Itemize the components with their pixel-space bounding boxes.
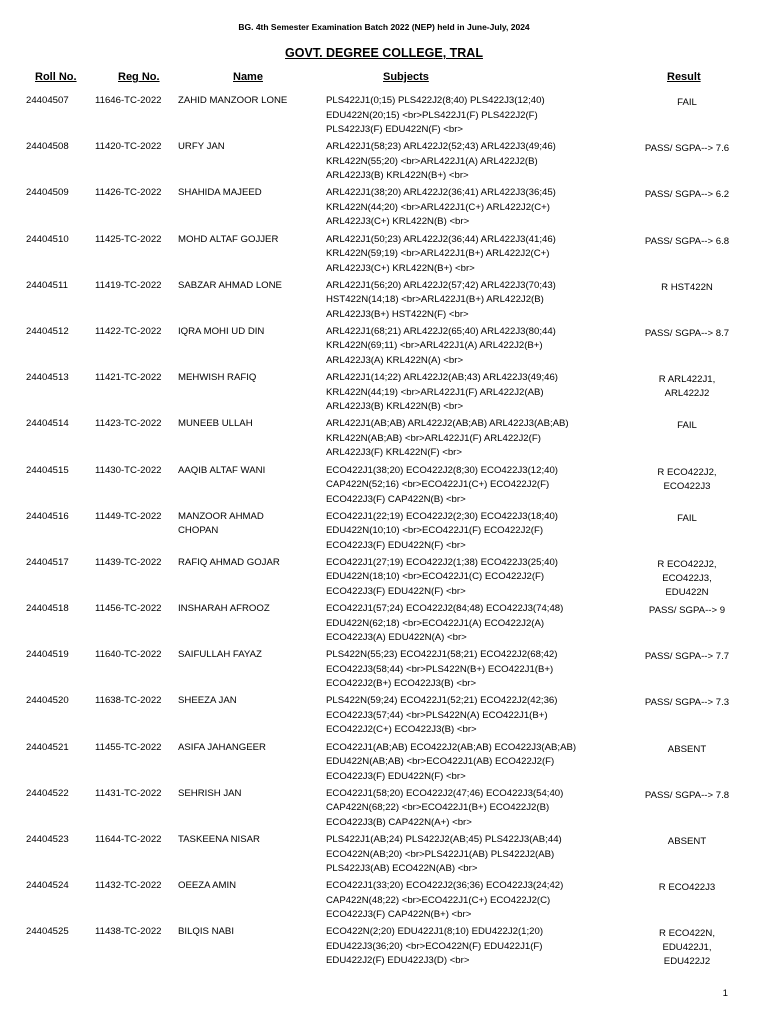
subjects-cell: ECO422J1(33;20) ECO422J2(36;36) ECO422J3(24;42) CAP422N(48;22) <br>ECO422J1(C+) ECO422J2(C) ECO422J3(F) CAP422N(B+) <br> [326, 880, 564, 921]
reg-no-cell: 11425-TC-2022 [95, 233, 162, 245]
name-cell: IQRA MOHI UD DIN [178, 325, 265, 337]
name-cell: URFY JAN [178, 141, 225, 153]
table-row [0, 371, 768, 417]
result-cell: R ECO422N, EDU422J1, EDU422J2 [659, 928, 715, 968]
name-cell: BILQIS NABI [178, 926, 234, 938]
table-row [0, 556, 768, 602]
result-cell: FAIL [677, 420, 697, 432]
subjects-cell: ARL422J1(58;23) ARL422J2(52;43) ARL422J3(49;46) KRL422N(55;20) <br>ARL422J1(A) ARL422J2(B) ARL422J3(B) KRL422N(B+) <br> [326, 141, 556, 182]
header-result: Result [667, 71, 701, 83]
name-cell: MANZOOR AHMAD CHOPAN [178, 510, 264, 536]
roll-no-cell: 24404513 [26, 372, 69, 384]
table-row [0, 510, 768, 556]
roll-no-cell: 24404524 [26, 880, 69, 892]
reg-no-cell: 11426-TC-2022 [95, 187, 162, 199]
table-row [0, 879, 768, 925]
table-row [0, 417, 768, 463]
reg-no-cell: 11420-TC-2022 [95, 141, 162, 153]
reg-no-cell: 11449-TC-2022 [95, 510, 162, 522]
table-row [0, 925, 768, 971]
roll-no-cell: 24404515 [26, 464, 69, 476]
roll-no-cell: 24404511 [26, 279, 68, 291]
table-row [0, 694, 768, 740]
name-cell: AAQIB ALTAF WANI [178, 464, 266, 476]
reg-no-cell: 11646-TC-2022 [95, 95, 162, 106]
name-cell: MUNEEB ULLAH [178, 418, 253, 430]
table-row [0, 94, 768, 140]
subjects-cell: ECO422N(2;20) EDU422J1(8;10) EDU422J2(1;20) EDU422J3(36;20) <br>ECO422N(F) EDU422J1(F) EDU422J2(F) EDU422J3(D) <br> [326, 926, 544, 967]
roll-no-cell: 24404508 [26, 141, 69, 153]
header-subjects: Subjects [383, 71, 429, 83]
subjects-cell: ARL422J1(38;20) ARL422J2(36;41) ARL422J3(36;45) KRL422N(44;20) <br>ARL422J1(C+) ARL422J2(C+) ARL422J3(C+) KRL422N(B) <br> [326, 187, 556, 228]
roll-no-cell: 24404514 [26, 418, 69, 430]
header-roll-no: Roll No. [35, 71, 77, 83]
results-table [0, 94, 768, 972]
table-row [0, 140, 768, 186]
table-row [0, 833, 768, 879]
name-cell: SEHRISH JAN [178, 787, 242, 799]
roll-no-cell: 24404516 [26, 510, 69, 522]
header-reg-no: Reg No. [118, 71, 160, 83]
name-cell: RAFIQ AHMAD GOJAR [178, 556, 280, 568]
reg-no-cell: 11439-TC-2022 [95, 556, 162, 568]
subjects-cell: ARL422J1(14;22) ARL422J2(AB;43) ARL422J3(49;46) KRL422N(44;19) <br>ARL422J1(F) ARL422J2(AB) ARL422J3(B) KRL422N(B) <br> [326, 372, 558, 413]
subjects-cell: PLS422N(59;24) ECO422J1(52;21) ECO422J2(42;36) ECO422J3(57;44) <br>PLS422N(A) ECO422J1(B+) ECO422J2(C+) ECO422J3(B) <br> [326, 695, 558, 736]
name-cell: INSHARAH AFROOZ [178, 603, 270, 615]
name-cell: SABZAR AHMAD LONE [178, 279, 282, 291]
result-cell: R ECO422J2, ECO422J3, EDU422N [657, 558, 717, 598]
name-cell: MOHD ALTAF GOJJER [178, 233, 279, 245]
table-row [0, 325, 768, 371]
subjects-cell: ARL422J1(AB;AB) ARL422J2(AB;AB) ARL422J3(AB;AB) KRL422N(AB;AB) <br>ARL422J1(F) ARL422J2(F) ARL422J3(F) KRL422N(F) <br> [326, 418, 569, 459]
reg-no-cell: 11422-TC-2022 [95, 325, 162, 337]
subjects-cell: PLS422N(55;23) ECO422J1(58;21) ECO422J2(68;42) ECO422J3(58;44) <br>PLS422N(B+) ECO422J1(B+) ECO422J2(B+) ECO422J3(B) <br> [326, 649, 558, 690]
name-cell: TASKEENA NISAR [178, 834, 260, 845]
reg-no-cell: 11432-TC-2022 [95, 880, 162, 892]
result-cell: PASS/ SGPA--> 6.2 [644, 189, 730, 201]
name-cell: SHAHIDA MAJEED [178, 187, 262, 199]
subjects-cell: ARL422J1(68;21) ARL422J2(65;40) ARL422J3(80;44) KRL422N(69;11) <br>ARL422J1(A) ARL422J2(B+) ARL422J3(A) KRL422N(A) <br> [326, 325, 556, 366]
result-cell: PASS/ SGPA--> 8.7 [644, 327, 730, 339]
name-cell: SAIFULLAH FAYAZ [178, 649, 262, 661]
roll-no-cell: 24404509 [26, 187, 69, 199]
result-cell: PASS/ SGPA--> 7.8 [644, 789, 730, 801]
result-cell: FAIL [677, 97, 697, 108]
roll-no-cell: 24404521 [26, 741, 69, 753]
table-row [0, 464, 768, 510]
result-cell: PASS/ SGPA--> 7.6 [644, 143, 730, 155]
subjects-cell: ECO422J1(38;20) ECO422J2(8;30) ECO422J3(12;40) CAP422N(52;16) <br>ECO422J1(C+) ECO422J2(F) ECO422J3(F) CAP422N(B) <br> [326, 464, 558, 505]
name-cell: SHEEZA JAN [178, 695, 237, 707]
college-name: GOVT. DEGREE COLLEGE, TRAL [285, 46, 483, 60]
table-row [0, 602, 768, 648]
result-cell: ABSENT [667, 836, 707, 847]
name-cell: MEHWISH RAFIQ [178, 372, 257, 384]
result-cell: R HST422N [661, 281, 713, 293]
name-cell: ZAHID MANZOOR LONE [178, 95, 288, 106]
roll-no-cell: 24404525 [26, 926, 69, 938]
reg-no-cell: 11638-TC-2022 [95, 695, 162, 707]
subjects-cell: ARL422J1(50;23) ARL422J2(36;44) ARL422J3(41;46) KRL422N(59;19) <br>ARL422J1(B+) ARL422J2(C+) ARL422J3(C+) KRL422N(B+) <br> [326, 233, 556, 274]
roll-no-cell: 24404522 [26, 787, 69, 799]
subjects-cell: PLS422J1(AB;24) PLS422J2(AB;45) PLS422J3(AB;44) ECO422N(AB;20) <br>PLS422J1(AB) PLS422J2(AB) PLS422J3(AB) ECO422N(AB) <br> [326, 834, 562, 874]
subjects-cell: ARL422J1(56;20) ARL422J2(57;42) ARL422J3(70;43) HST422N(14;18) <br>ARL422J1(B+) ARL422J2(B) ARL422J3(B+) HST422N(F) <br> [326, 279, 556, 320]
result-cell: ABSENT [667, 743, 707, 755]
reg-no-cell: 11431-TC-2022 [95, 787, 162, 799]
table-row [0, 186, 768, 232]
reg-no-cell: 11421-TC-2022 [95, 372, 162, 384]
subjects-cell: ECO422J1(AB;AB) ECO422J2(AB;AB) ECO422J3(AB;AB) EDU422N(AB;AB) <br>ECO422J1(AB) ECO422J2(F) ECO422J3(F) EDU422N(F) <br> [326, 741, 577, 782]
roll-no-cell: 24404520 [26, 695, 69, 707]
roll-no-cell: 24404507 [26, 95, 69, 106]
subjects-cell: ECO422J1(58;20) ECO422J2(47;46) ECO422J3(54;40) CAP422N(68;22) <br>ECO422J1(B+) ECO422J2(B) ECO422J3(B) CAP422N(A+) <br> [326, 787, 564, 828]
reg-no-cell: 11423-TC-2022 [95, 418, 162, 430]
roll-no-cell: 24404519 [26, 649, 69, 661]
result-cell: PASS/ SGPA--> 9 [648, 605, 726, 617]
reg-no-cell: 11430-TC-2022 [95, 464, 162, 476]
result-cell: PASS/ SGPA--> 7.3 [644, 697, 730, 709]
header-name: Name [233, 71, 263, 83]
result-cell: R ARL422J1, ARL422J2 [658, 374, 716, 400]
result-cell: FAIL [677, 512, 697, 524]
subjects-cell: ECO422J1(22;19) ECO422J2(2;30) ECO422J3(18;40) EDU422N(10;10) <br>ECO422J1(F) ECO422J2(F) ECO422J3(F) EDU422N(F) <br> [326, 510, 558, 551]
table-row [0, 648, 768, 694]
roll-no-cell: 24404512 [26, 325, 69, 337]
subjects-cell: PLS422J1(0;15) PLS422J2(8;40) PLS422J3(12;40) EDU422N(20;15) <br>PLS422J1(F) PLS422J2(F) PLS422J3(F) EDU422N(F) <br> [326, 95, 545, 135]
reg-no-cell: 11438-TC-2022 [95, 926, 162, 938]
result-cell: PASS/ SGPA--> 7.7 [644, 651, 730, 663]
roll-no-cell: 24404517 [26, 556, 69, 568]
exam-title: BG. 4th Semester Examination Batch 2022 (NEP) held in June-July, 2024 [238, 22, 530, 32]
table-row [0, 279, 768, 325]
reg-no-cell: 11456-TC-2022 [95, 603, 162, 615]
page-number: 1 [722, 988, 728, 999]
name-cell: ASIFA JAHANGEER [178, 741, 266, 753]
roll-no-cell: 24404523 [26, 834, 69, 845]
reg-no-cell: 11419-TC-2022 [95, 279, 162, 291]
result-cell: R ECO422J2, ECO422J3 [657, 466, 717, 492]
name-cell: OEEZA AMIN [178, 880, 237, 892]
result-cell: R ECO422J3 [658, 882, 716, 894]
table-row [0, 787, 768, 833]
subjects-cell: ECO422J1(27;19) ECO422J2(1;38) ECO422J3(25;40) EDU422N(18;10) <br>ECO422J1(C) ECO422J2(F) ECO422J3(F) EDU422N(F) <br> [326, 556, 558, 597]
table-row [0, 741, 768, 787]
reg-no-cell: 11455-TC-2022 [95, 741, 162, 753]
roll-no-cell: 24404518 [26, 603, 69, 615]
table-row [0, 233, 768, 279]
subjects-cell: ECO422J1(57;24) ECO422J2(84;48) ECO422J3(74;48) EDU422N(62;18) <br>ECO422J1(A) ECO422J2(A) ECO422J3(A) EDU422N(A) <br> [326, 603, 564, 644]
roll-no-cell: 24404510 [26, 233, 69, 245]
reg-no-cell: 11640-TC-2022 [95, 649, 162, 661]
result-cell: PASS/ SGPA--> 6.8 [644, 235, 730, 247]
reg-no-cell: 11644-TC-2022 [95, 834, 162, 845]
